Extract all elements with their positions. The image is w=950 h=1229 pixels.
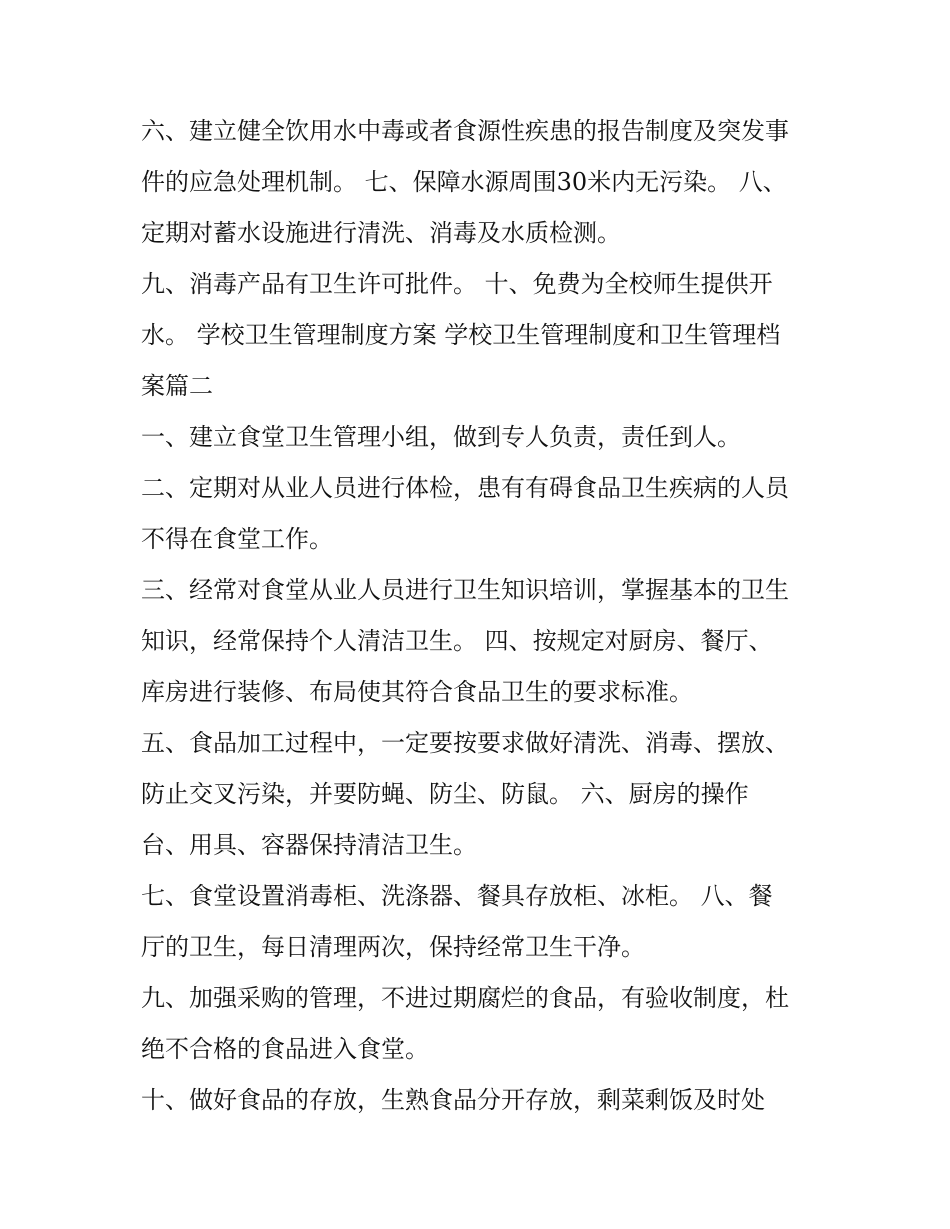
text-line: 案篇二 [141,372,213,400]
text-line: 台、用具、容器保持清洁卫生。 [141,831,477,859]
text-line: 二、定期对从业人员进行体检，患有有碍食品卫生疾病的人员 [141,474,789,502]
text-line: 六、建立健全饮用水中毒或者食源性疾患的报告制度及突发事 [141,117,789,145]
text-line: 三、经常对食堂从业人员进行卫生知识培训，掌握基本的卫生 [141,576,789,604]
text-line: 九、消毒产品有卫生许可批件。 十、免费为全校师生提供开 [141,270,773,298]
text-line: 厅的卫生，每日清理两次，保持经常卫生干净。 [141,933,645,961]
text-line: 九、加强采购的管理，不进过期腐烂的食品，有验收制度，杜 [141,984,789,1012]
text-line: 七、食堂设置消毒柜、洗涤器、餐具存放柜、冰柜。 八、餐 [141,882,773,910]
text-line: 防止交叉污染，并要防蝇、防尘、防鼠。 六、厨房的操作 [141,780,749,808]
text-line: 十、做好食品的存放，生熟食品分开存放，剩菜剩饭及时处 [141,1086,765,1114]
text-line: 知识，经常保持个人清洁卫生。 四、按规定对厨房、餐厅、 [141,627,773,655]
text-line: 绝不合格的食品进入食堂。 [141,1035,429,1063]
text-line: 不得在食堂工作。 [141,525,333,553]
text-line: 五、食品加工过程中，一定要按要求做好清洗、消毒、摆放、 [141,729,789,757]
text-line: 一、建立食堂卫生管理小组，做到专人负责，责任到人。 [141,423,741,451]
text-line: 库房进行装修、布局使其符合食品卫生的要求标准。 [141,678,693,706]
document-body [141,106,821,1126]
text-line: 定期对蓄水设施进行清洗、消毒及水质检测。 [141,219,621,247]
text-line: 件的应急处理机制。 七、保障水源周围30米内无污染。 八、 [141,168,787,196]
text-line: 水。 学校卫生管理制度方案 学校卫生管理制度和卫生管理档 [141,321,781,349]
